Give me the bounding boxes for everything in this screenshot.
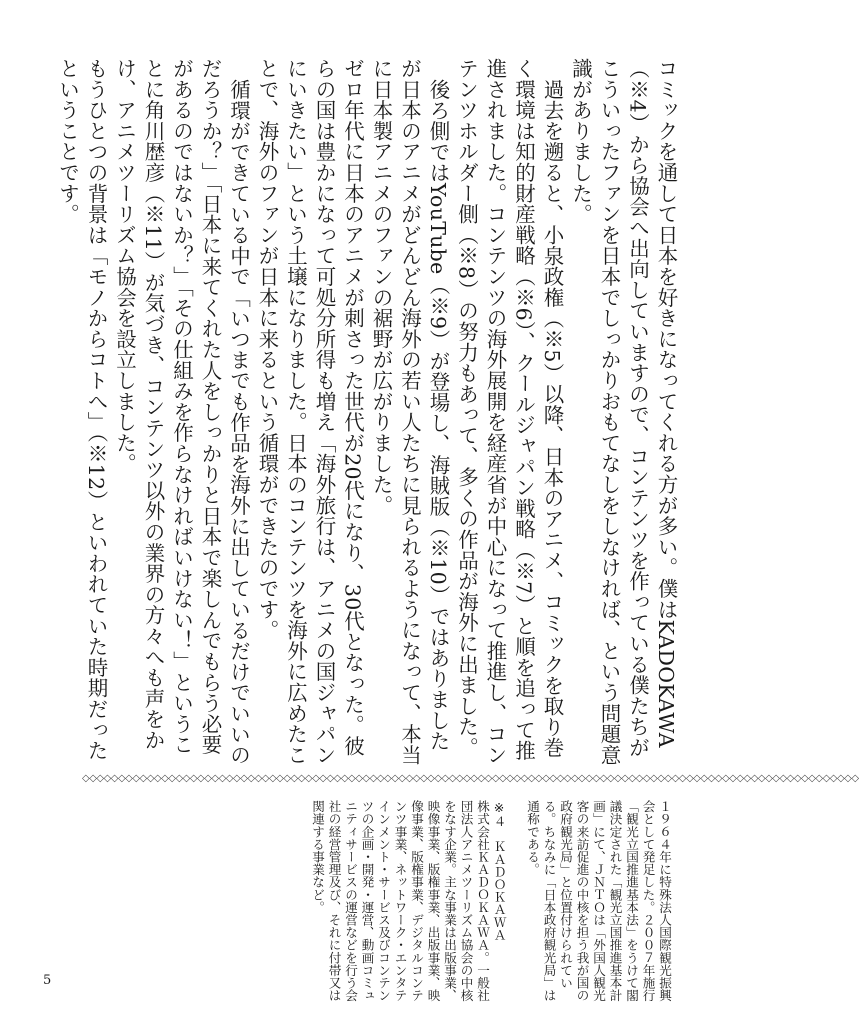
diamond-divider: ◇◇◇◇◇◇◇◇◇◇◇◇◇◇◇◇◇◇◇◇◇◇◇◇◇◇◇◇◇◇◇◇◇◇◇◇◇◇◇◇◇◇◇◇◇◇◇◇◇◇◇◇◇◇◇◇◇◇◇◇◇◇◇◇◇◇◇◇◇◇◇◇◇◇◇◇◇◇◇◇◇◇◇◇◇◇◇◇◇◇◇◇◇◇◇◇◇◇◇◇◇◇◇◇◇◇◇◇ — [82, 773, 859, 784]
footnote-4 — [309, 800, 507, 1005]
footnotes — [112, 800, 672, 1005]
footnote-4-heading: ※４ ＫＡＤＯＫＡＷＡ — [491, 800, 507, 941]
footnote-4-body: 株式会社ＫＡＤＯＫＡＷＡ。一般社団法人アニメツーリズム協会の中核をなす企業。主な事業は出版事業、映像事業、版権事業、出版事業、映像事業、版権事業、デジタルコンテンツ事業、ネットワーク・エンタテインメント・サービス及びコンテンツの企画・開発・運営、動画コミュニティサービスの運営などを行う会社の経営管理及び、それに付帯又は関連する事業など。 — [310, 800, 490, 1002]
paragraph-3: 後ろ側ではYouTube（※9）が登場し、海賊版（※10）ではありましたが日本のアニメがどんどん海外の若い人たちに見られるようになって、本当に日本製アニメのファンの裾野が広がりました。 — [369, 58, 450, 766]
paragraph-5: 循環ができている中で「いつまでも作品を海外に出しているだけでいいのだろうか？」「日本に来てくれた人をしっかりと日本で楽しんでもらう必要があるのではないか？」「その仕組みを作らなければいけない！」ということに角川歴彦（※11）が気づき、コンテンツ以外の業界の方々へも声をかけ、アニメツーリズム協会を設立しました。 — [112, 58, 251, 765]
main-body-text — [40, 58, 680, 768]
paragraph-2: 過去を遡ると、小泉政権（※5）以降、日本のアニメ、コミックを取り巻く環境は知的財産戦略（※6）、クールジャパン戦略（※7）と順を追って推進されました。コンテンツの海外展開を経産省が中心になって推進し、コンテンツホルダー側（※8）の努力もあって、多くの作品が海外に出ました。 — [454, 58, 564, 766]
paragraph-1: コミックを通して日本を好きになってくれる方が多い。僕はKADOKAWA（※4）から協会へ出向していますので、コンテンツを作っている僕たちがこういったファンを日本でしっかりおもてなしをしなければ、という問題意識がありました。 — [568, 58, 678, 766]
page-number: 5 — [43, 973, 52, 988]
paragraph-6: もうひとつの背景は「モノからコトへ」（※12）といわれていた時期だったということです。 — [55, 58, 108, 761]
paragraph-4: ゼロ年代に日本のアニメが刺さった世代が20代になり、30代となった。彼らの国は豊かになって可処分所得も増え「海外旅行は、アニメの国ジャパンにいきたい」という土壌になりました。日本のコンテンツを海外に広めたことで、海外のファンが日本に来るという循環ができたのです。 — [255, 58, 365, 766]
footnote-continuation — [524, 800, 673, 1005]
footnote-continuation-text: １９６４年に特殊法人国際観光振興会として発足した。２００７年施行「観光立国推進基本法」をうけて閣議決定された「観光立国推進基本計画」にて、ＪＮＴＯは「外国人観光客の来訪促進の中核を担う我が国の政府観光局」と位置付けられている。ちなみに「日本政府観光局」は通称である。 — [525, 800, 672, 1002]
